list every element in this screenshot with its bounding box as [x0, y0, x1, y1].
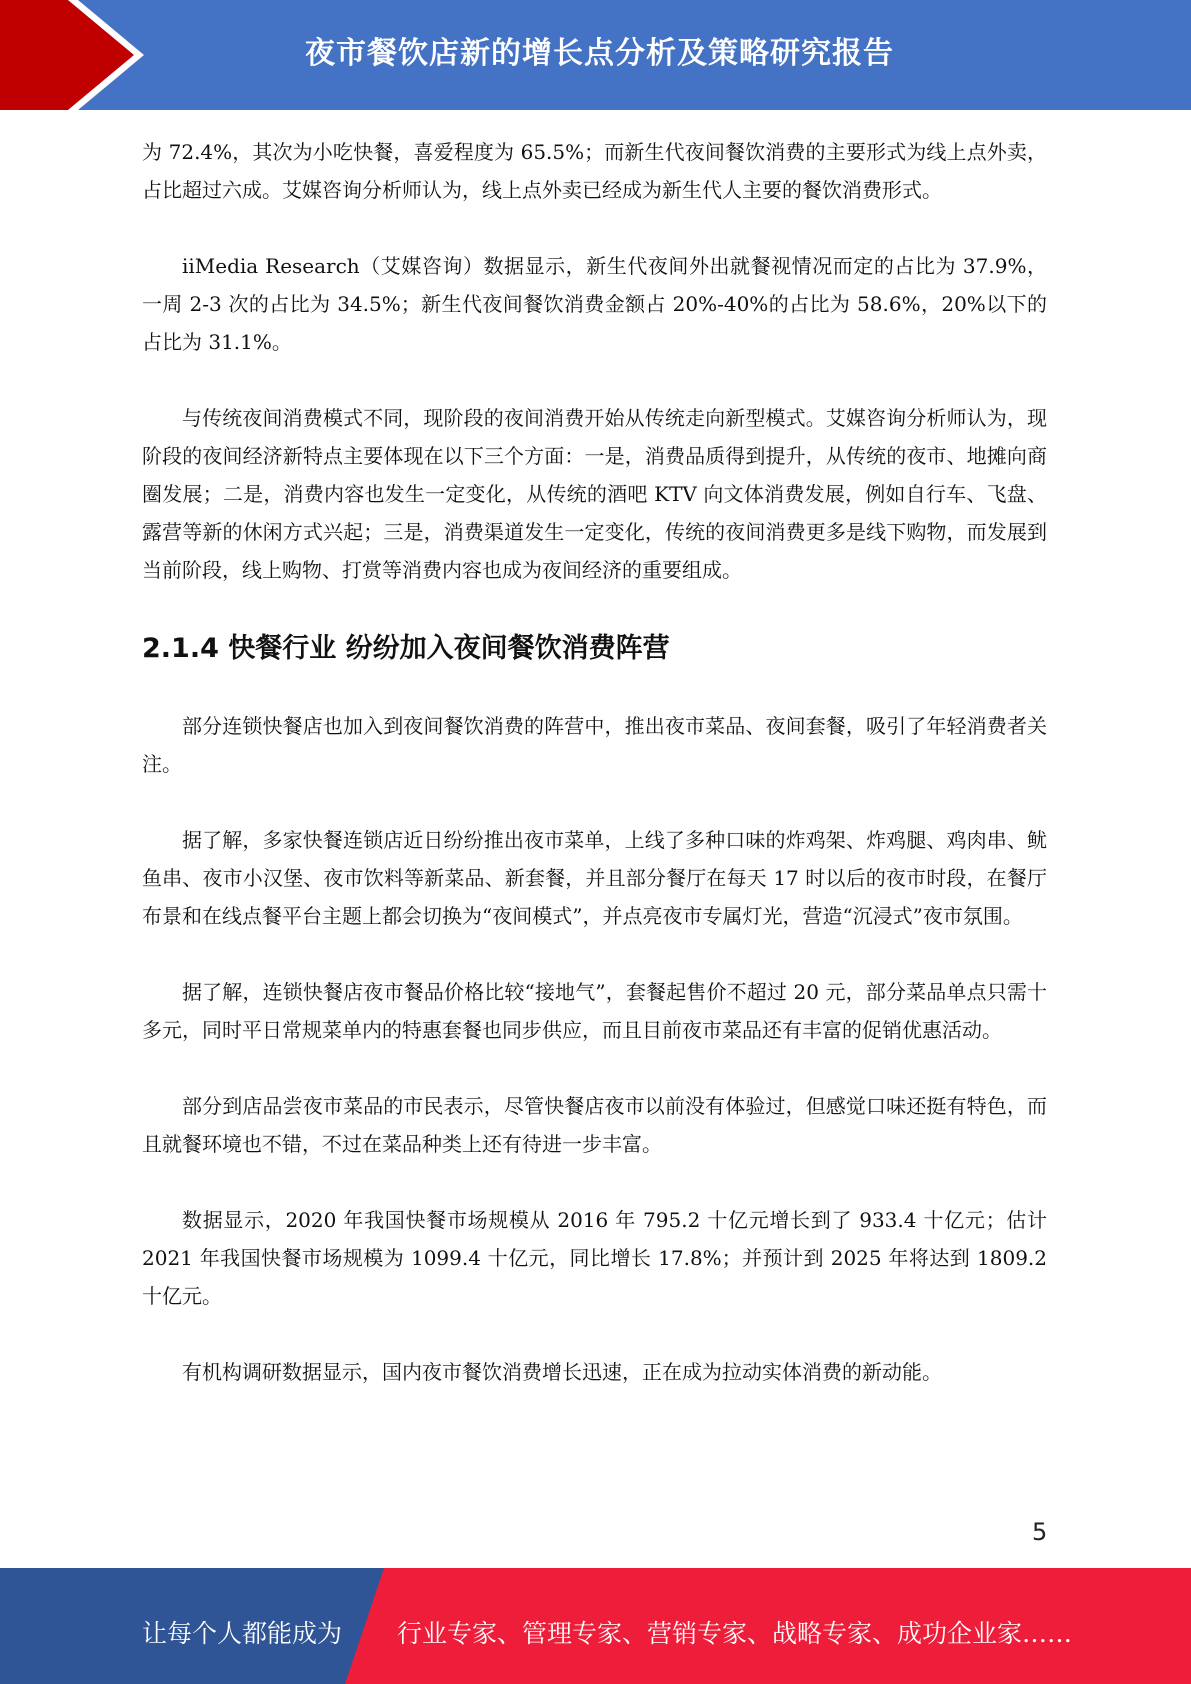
- footer-slogan-right: 行业专家、管理专家、营销专家、战略专家、成功企业家……: [397, 1619, 1073, 1648]
- paragraph-4: 部分连锁快餐店也加入到夜间餐饮消费的阵营中，推出夜市菜品、夜间套餐，吸引了年轻消费者关注。: [142, 714, 1047, 776]
- page-content: [142, 133, 1047, 1429]
- page-footer: [0, 1568, 1191, 1684]
- section-heading: 2.1.4 快餐行业 纷纷加入夜间餐饮消费阵营: [142, 633, 670, 664]
- report-title: 夜市餐饮店新的增长点分析及策略研究报告: [305, 36, 894, 71]
- page-number: 5: [1032, 1518, 1048, 1546]
- paragraph-2: iiMedia Research（艾媒咨询）数据显示，新生代夜间外出就餐视情况而定的占比为 37.9%，一周 2-3 次的占比为 34.5%；新生代夜间餐饮消费金额占 20%-40%的占比为 58.6%，20%以下的占比为 31.1%。: [142, 254, 1047, 354]
- header-chevron-decoration: [0, 0, 160, 110]
- page-header: [0, 0, 1191, 110]
- paragraph-9: 有机构调研数据显示，国内夜市餐饮消费增长迅速，正在成为拉动实体消费的新动能。: [182, 1360, 942, 1384]
- paragraph-5: 据了解，多家快餐连锁店近日纷纷推出夜市菜单，上线了多种口味的炸鸡架、炸鸡腿、鸡肉串、鱿鱼串、夜市小汉堡、夜市饮料等新菜品、新套餐，并且部分餐厅在每天 17 时以后的夜市时段，在餐厅布景和在线点餐平台主题上都会切换为“夜间模式”，并点亮夜市专属灯光，营造“沉浸式”夜市氛围。: [142, 828, 1047, 928]
- paragraph-7: 部分到店品尝夜市菜品的市民表示，尽管快餐店夜市以前没有体验过，但感觉口味还挺有特色，而且就餐环境也不错，不过在菜品种类上还有待进一步丰富。: [142, 1094, 1047, 1156]
- footer-slogan-left: 让每个人都能成为: [142, 1619, 343, 1648]
- paragraph-3: 与传统夜间消费模式不同，现阶段的夜间消费开始从传统走向新型模式。艾媒咨询分析师认为，现阶段的夜间经济新特点主要体现在以下三个方面：一是，消费品质得到提升，从传统的夜市、地摊向商圈发展；二是，消费内容也发生一定变化，从传统的酒吧 KTV 向文体消费发展，例如自行车、飞盘、露营等新的休闲方式兴起；三是，消费渠道发生一定变化，传统的夜间消费更多是线下购物，而发展到当前阶段，线上购物、打赏等消费内容也成为夜间经济的重要组成。: [142, 406, 1047, 582]
- paragraph-6: 据了解，连锁快餐店夜市餐品价格比较“接地气”，套餐起售价不超过 20 元，部分菜品单点只需十多元，同时平日常规菜单内的特惠套餐也同步供应，而且目前夜市菜品还有丰富的促销优惠活动。: [142, 980, 1047, 1042]
- paragraph-8: 数据显示，2020 年我国快餐市场规模从 2016 年 795.2 十亿元增长到了 933.4 十亿元；估计 2021 年我国快餐市场规模为 1099.4 十亿元，同比增长 17.8%；并预计到 2025 年将达到 1809.2 十亿元。: [142, 1208, 1047, 1308]
- paragraph-1: 为 72.4%，其次为小吃快餐，喜爱程度为 65.5%；而新生代夜间餐饮消费的主要形式为线上点外卖，占比超过六成。艾媒咨询分析师认为，线上点外卖已经成为新生代人主要的餐饮消费形式。: [142, 140, 1047, 202]
